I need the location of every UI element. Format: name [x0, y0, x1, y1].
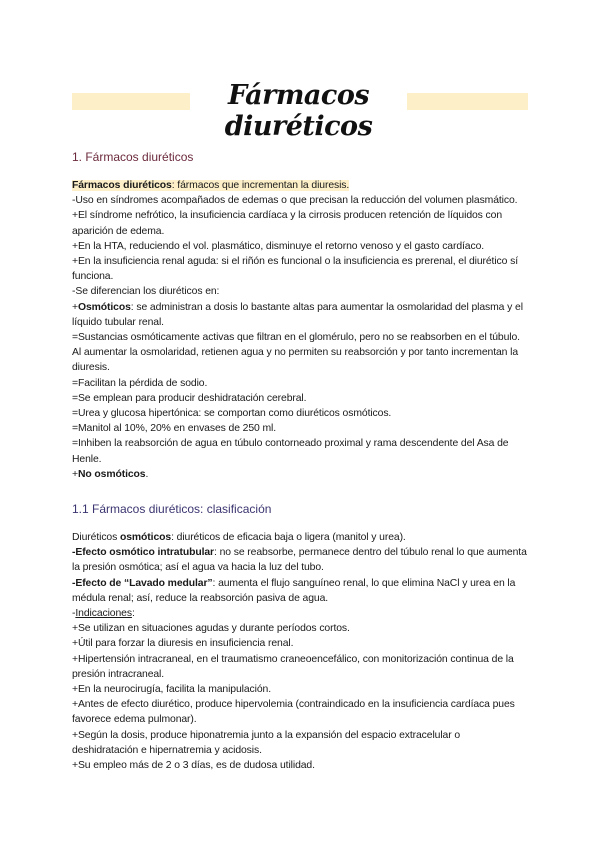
definition-text: : fármacos que incrementan la diuresis. [171, 180, 350, 191]
paragraph-line: +En la insuficiencia renal aguda: si el riñón es funcional o la insuficiencia es prerenal, el diurético sí funciona. [72, 256, 518, 283]
efecto-intratubular-term: -Efecto osmótico intratubular [72, 547, 215, 559]
paragraph-line: =Manitol al 10%, 20% en envases de 250 ml. [72, 423, 277, 435]
paragraph-line: =Urea y glucosa hipertónica: se comportan como diuréticos osmóticos. [72, 408, 392, 420]
text-span: : diuréticos de eficacia baja o ligera (manitol y urea). [171, 532, 406, 543]
paragraph-line: +Se utilizan en situaciones agudas y durante períodos cortos. [72, 623, 350, 635]
no-osmoticos-term: No osmóticos [77, 468, 146, 480]
lavado-medular-line [72, 576, 528, 606]
paragraph-line: +Útil para forzar la diuresis en insuficiencia renal. [72, 638, 294, 650]
classification-line [72, 530, 528, 545]
lavado-medular-term: -Efecto de “Lavado medular” [72, 577, 213, 589]
paragraph-line: =Inhiben la reabsorción de agua en túbulo contorneado proximal y rama descendente del Asa de Henle. [72, 438, 509, 465]
definition-line [72, 178, 528, 193]
bullet-prefix: + [72, 468, 78, 480]
text-span: : [131, 608, 135, 620]
definition-term: Fármacos diuréticos [72, 180, 172, 191]
paragraph-line: =Sustancias osmóticamente activas que filtran en el glomérulo, pero no se reabsorben en el túbulo. Al aumentar la osmolaridad, retienen agua y no permiten su reabsorción y por tanto incrementan la diuresis. [72, 332, 520, 374]
paragraph-line: +Hipertensión intracraneal, en el traumatismo craneoencefálico, con monitorización continua de la presión intracraneal. [72, 653, 514, 680]
title-highlight-right [407, 93, 528, 110]
section-heading-1: 1. Fármacos diuréticos [72, 150, 194, 164]
bullet-prefix: + [72, 301, 78, 313]
osmoticos-term: Osmóticos [77, 301, 131, 313]
text-span: : aumenta el flujo sanguíneo renal, lo que elimina NaCl y urea en la médula renal; así, reduce la reabsorción pasiva de agua. [72, 577, 516, 604]
osmoticos-bold: osmóticos [119, 532, 172, 543]
text-span: Diuréticos [72, 532, 120, 543]
paragraph-line: -Uso en síndromes acompañados de edemas o que precisan la reducción del volumen plasmático. [72, 195, 518, 207]
period: . [145, 468, 149, 480]
text-span: : no se reabsorbe, permanece dentro del túbulo renal lo que aumenta la presión osmótica; así el agua va hacia la luz del tubo. [72, 547, 527, 574]
osmoticos-line [72, 300, 528, 330]
paragraph-line: +Su empleo más de 2 o 3 días, es de dudosa utilidad. [72, 760, 315, 772]
paragraph-line: +Antes de efecto diurético, produce hipervolemia (contraindicado en la insuficiencia cardíaca pues favorece edema pulmonar). [72, 699, 515, 726]
text-span: - [72, 608, 76, 620]
paragraph-line: =Se emplean para producir deshidratación cerebral. [72, 392, 307, 404]
paragraph-line: +Según la dosis, produce hiponatremia junto a la expansión del espacio extracelular o deshidratación e hipernatremia y acidosis. [72, 729, 461, 756]
paragraph-line: -Se diferencian los diuréticos en: [72, 286, 220, 298]
efecto-intratubular-line [72, 545, 528, 575]
section-1-body [72, 178, 528, 482]
title-highlight-left [72, 93, 190, 110]
indicaciones-heading: Indicaciones [75, 608, 132, 620]
paragraph-line: =Facilitan la pérdida de sodio. [72, 377, 208, 389]
paragraph-line: +En la neurocirugía, facilita la manipulación. [72, 684, 272, 696]
section-2-body [72, 530, 528, 773]
paragraph-line: +El síndrome nefrótico, la insuficiencia cardíaca y la cirrosis producen retención de líquidos con aparición de edema. [72, 210, 503, 237]
indicaciones-line [72, 606, 528, 621]
page-title: Fármacos diuréticos [224, 80, 373, 142]
section-heading-2: 1.1 Fármacos diuréticos: clasificación [72, 502, 272, 516]
paragraph-line: +En la HTA, reduciendo el vol. plasmático, disminuye el retorno venoso y el gasto cardíaco. [72, 240, 485, 252]
no-osmoticos-line [72, 467, 528, 482]
osmoticos-text: : se administran a dosis lo bastante altas para aumentar la osmolaridad del plasma y el líquido tubular renal. [72, 301, 523, 328]
